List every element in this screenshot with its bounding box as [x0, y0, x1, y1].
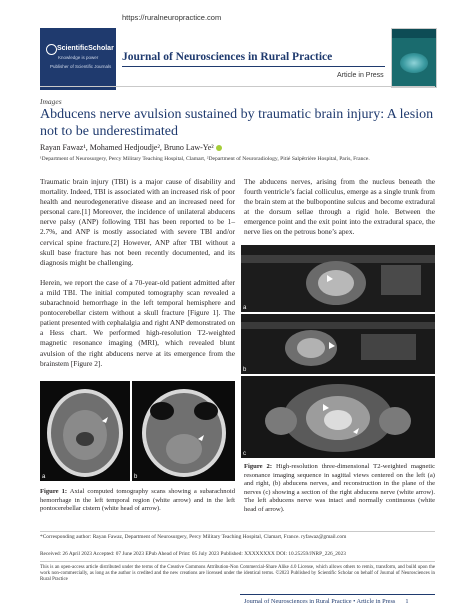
cover-band — [392, 29, 436, 38]
footnote-divider — [40, 531, 435, 532]
header-divider — [40, 86, 435, 87]
article-title: Abducens nerve avulsion sustained by traumatic brain injury: A lesion not to be underestimated — [40, 107, 434, 139]
mri-panel-c-image — [241, 376, 435, 458]
journal-cover-image — [391, 28, 437, 88]
figure1-caption-label: Figure 1: — [40, 488, 68, 495]
right-column — [244, 177, 435, 238]
author-list — [40, 143, 222, 152]
figure1-caption-text: Axial computed tomography scans showing a subarachnoid hemorrhage in the left temporal region (white arrow) and in the left pontocerebellar cistern (white head of arrow). — [40, 488, 235, 513]
article-section: Images — [40, 97, 62, 106]
header-rule — [122, 66, 385, 67]
journal-title: Journal of Neurosciences in Rural Practice — [122, 51, 333, 63]
publisher-subtitle: Publisher of Scientific Journals — [50, 64, 112, 69]
article-status: Article in Press — [337, 72, 384, 79]
ct-scan-b-image — [132, 381, 235, 481]
paragraph-anatomy: The abducens nerves, arising from the nucleus beneath the fourth ventricle’s facial colliculus, emerge as a single trunk from the brain stem at the bulbopontine sulcus and become extradural at the dorsum sellae through a rigid hole. Between the emergence point and the exit point into the extradural space, the nerve lies on the petrous bone’s apex. — [244, 177, 435, 237]
left-column — [40, 177, 235, 369]
ct-scan-a-image — [40, 381, 130, 481]
figure1-label-a: a — [42, 474, 46, 480]
logo-ring-icon — [46, 44, 57, 55]
figure2-panel-b — [241, 314, 435, 374]
publisher-name: ScientificScholar — [57, 45, 114, 52]
orcid-icon[interactable] — [216, 145, 222, 151]
footer-journal: Journal of Neurosciences in Rural Practice • Article in Press — [244, 598, 396, 605]
figure2-label-a: a — [243, 305, 247, 311]
cover-brain-graphic — [400, 53, 428, 73]
article-dates: Received: 26 April 2023 Accepted: 07 June 2023 EPub Ahead of Print: 05 July 2023 Published: XXXXXXXX DOI: 10.25259/JNRP_226_2023 — [40, 551, 346, 557]
paragraph-case: Herein, we report the case of a 70-year-old patient admitted after a mild TBI. The initial computed tomography scan revealed a subarachnoid hemorrhage in the left temporal hemisphere and pontocerebellar cistern without a skull fracture [Figure 1]. The patient presented with cephalalgia and right ANP demonstrated on a Hess chart. We performed high-resolution T2-weighted magnetic resonance imaging (MRI), which revealed blunt avulsion of the right abducens nerve at its emergence from the brainstem [Figure 2]. — [40, 277, 235, 368]
publisher-tagline: Knowledge is power — [58, 55, 99, 60]
figure2-caption-text: High-resolution three-dimensional T2-weighted magnetic resonance imaging sequence in sagittal views centered on the left (a) and right, (b) abducens nerves, and reconstruction in the plane of the nerves (c) showing a section of the right abducens nerve (white arrow). The left abducens nerve was intact and normally continuous (white head of arrow). — [244, 463, 435, 513]
corresponding-author: *Corresponding author: Rayan Fawaz, Department of Neurosurgery, Percy Military Teaching Hospital, Clamart, France. ryfawaz@gmail.com — [40, 534, 347, 540]
figure2-caption-label: Figure 2: — [244, 463, 273, 470]
figure2-panel-c — [241, 376, 435, 458]
figure1-panel-b — [132, 381, 235, 481]
publisher-logo — [40, 28, 116, 90]
page-number: 1 — [405, 598, 409, 605]
license-text: This is an open-access article distributed under the terms of the Creative Commons Attribution-Non Commercial-Share Alike 4.0 License, which allows others to remix, transform, and build upon the work non-commercially, as long as the author is credited and the new creations are licensed under the identical terms. ©2023 Published by Scientific Scholar on behalf of Journal of Neurosciences in Rural Practice — [40, 565, 435, 583]
figure2-label-b: b — [243, 367, 247, 373]
footer-rule — [240, 594, 435, 595]
paragraph-intro: Traumatic brain injury (TBI) is a major cause of disability and mortality. Indeed, TBI is associated with an increased risk of poor health and neurodegenerative disease and an increased need for personal care.[1] Moreover, the incidence of unilateral abducens nerve palsy (ANP) following TBI has been reported to be 1–2.7%, and ANP is mostly associated with severe TBI and/or cervical spine fracture.[2] However, ANP after TBI without a skull base fracture has not been recently documented, and its diagnosis might be challenging. — [40, 177, 235, 267]
affiliations: ¹Department of Neurosurgery, Percy Military Teaching Hospital, Clamart, ²Department of Neuroradiology, Pitié Salpêtrière Hospital, Paris, France. — [40, 156, 370, 162]
license-divider — [40, 561, 435, 562]
figure1-caption — [40, 488, 235, 514]
figure1-panel-a — [40, 381, 130, 481]
figure1-label-b: b — [134, 474, 138, 480]
author-names: Rayan Fawaz¹, Mohamed Hedjoudje², Bruno Law-Ye² — [40, 143, 214, 152]
mri-panel-a-image — [241, 245, 435, 312]
running-footer — [244, 598, 409, 605]
figure2-caption — [244, 463, 435, 515]
journal-url[interactable]: https://ruralneuropractice.com — [122, 13, 222, 22]
figure2-label-c: c — [243, 451, 246, 457]
figure2-panel-a — [241, 245, 435, 312]
mri-panel-b-image — [241, 314, 435, 374]
